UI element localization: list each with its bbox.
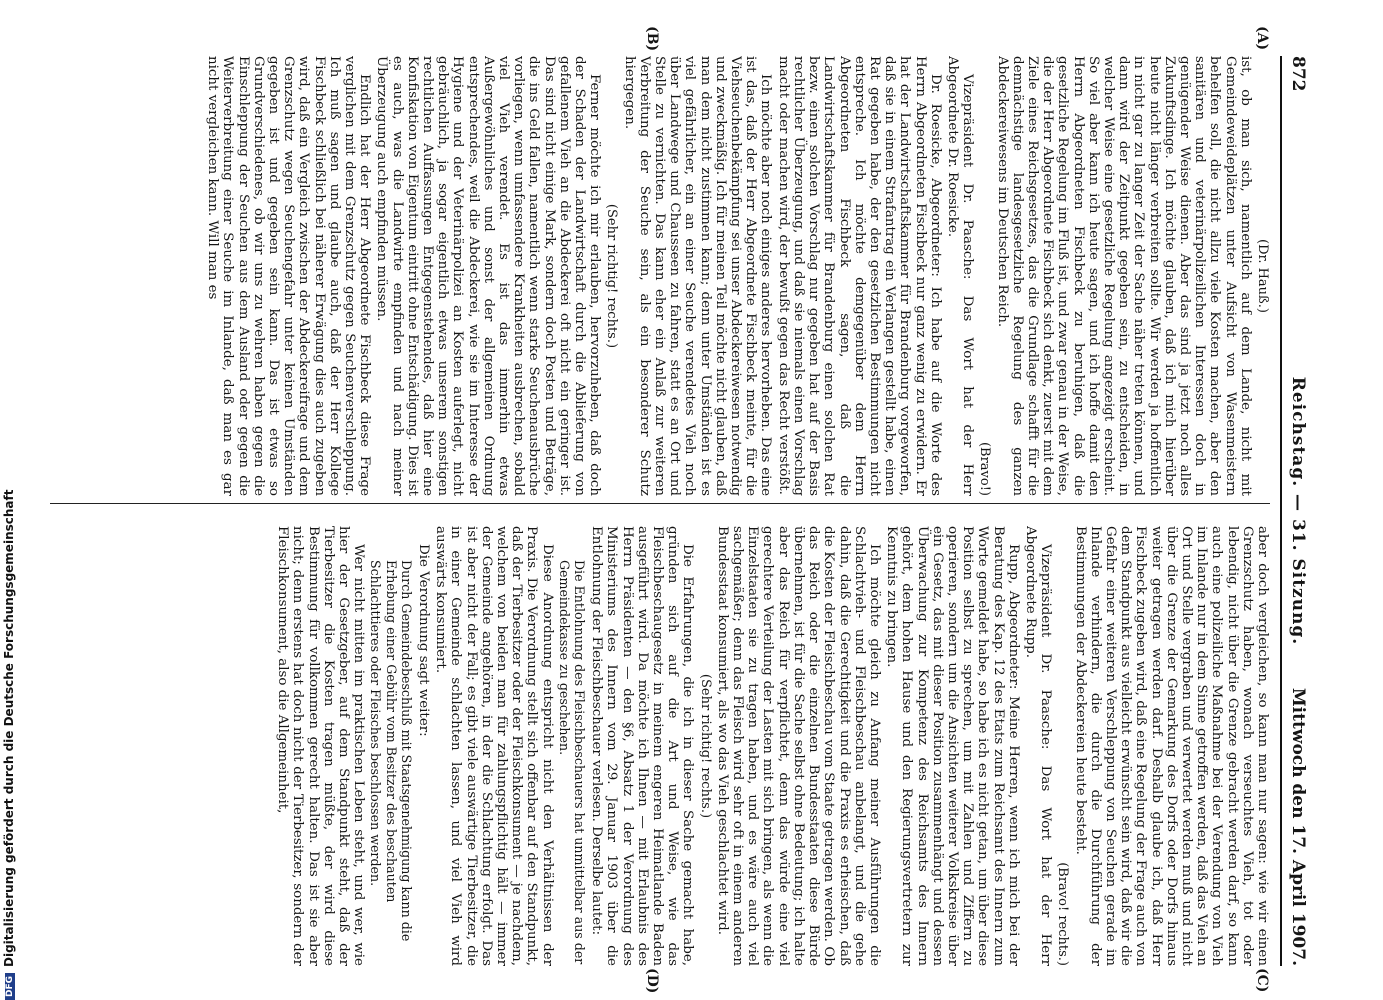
header-title: Reichstag. — 31. Sitzung. [1288,376,1308,646]
right-column [50,526,1270,966]
page-header [1280,56,1310,966]
interjection: (Sehr richtig! rechts.) [697,673,713,819]
paragraph: Die Erfahrungen, die ich in dieser Sache gemacht habe, gründen sich auf die Art und Weise, wie das Fleischbeschaugesetz in meinem engeren Heimatlande Baden ausgeführt wird. Da möchte ich Ihnen — mit Erlaubnis des Herrn Präsidenten — den §6, Absatz 1 der Verordnung des Ministeriums des Innern vom 29. Januar 1903 über die Entlohnung der Fleischbeschauer verlesen. Derselbe lautet: [589,526,696,966]
paragraph: Wer nicht mitten im praktischen Leben steht, und wer, wie hier der Gesetzgeber, auf dem Standpunkt steht, daß der Tierbesitzer die Kosten tragen müßte, der wird diese Bestimmung für vollkommen gerecht halten. Das ist sie aber nicht; denn erstens hat doch nicht der Tierbesitzer, sondern der Fleischkonsument, also die Allgemeinheit, [275,526,367,966]
paragraph: Ich möchte gleich zu Anfang meiner Ausführungen die Schlachtvieh- und Fleischbeschau anbelangt, und die gehe dahin, daß die Gerechtigkeit und die Praxis es erheischen, daß die Kosten der Fleischbeschau vom Staate getragen werden. Ob das Reich oder die einzelnen Bundesstaaten diese Bürde übernehmen, ist für die Sache selbst ohne Bedeutung; ich halte aber das Reich für verpflichtet, denn das würde eine viel gerechtere Verteilung der Lasten mit sich bringen, als wenn die Einzelstaaten sie zu tragen haben, und es wäre auch viel sachgemäßer; denn das Fleisch wird sehr oft in einem anderen Bundesstaat konsumiert, als wo das Vieh geschlachtet wird. [714,526,882,966]
newspaper-page [40,26,1310,994]
margin-mark-a: (A) [1254,26,1270,51]
speaker-paragraph: Vizepräsident Dr. Paasche: Das Wort hat der Herr Abgeordnete Rupp. [1022,526,1054,966]
margin-mark-c: (C) [1254,968,1270,993]
margin-mark-d: (D) [644,968,660,994]
paragraph: aber doch vergleichen, so kann man nur sagen: wie wir einen Grenzschutz haben, wonach verseuchtes Vieh, tot oder lebendig, nicht über die Grenze gebracht werden darf, so kann auch eine polizeiliche Maßnahme bei der Verendung von Vieh im Inlande nur in dem Sinne getroffen werden, daß das Vieh an Ort und Stelle vergraben und verwertet werden muß und nicht über die Grenze der Gemarkung des Dorfs oder Dorfs hinaus weiter getragen werden darf. Deshalb glaube ich, daß Herr Fischbeck zugeben wird, daß eine Regelung der Frage auch von dem Standpunkt aus vielleicht erwünscht sein wird, daß wir die Gefahr einer weiteren Verschleppung von Seuchen gerade im Inlande verhindern, die durch die Durchführung der Bestimmungen der Abdeckereien heute besteht. [1072,526,1270,966]
funding-sidebar [2,0,18,1000]
header-date: Mittwoch den 17. April 1907. [1288,687,1308,966]
speaker-tag: (Dr. Hauß.) [1255,239,1270,313]
paragraph: Ferner möchte ich mir erlauben, hervorzuheben, daß doch der Schaden der Landwirtschaft durch die Ablieferung von gefallenem Vieh an die Abdeckerei oft nicht ein geringer ist. Das sind nicht einige Mark, sondern doch Posten und Beträge, die ins Geld fallen, namentlich wenn starke Seuchenausbrüche vorliegen, wenn umfassendere Krankheiten ausbrechen, sobald viel Vieh verendet. Es ist das immerhin etwas Außergewöhnliches und sonst der allgemeinen Ordnung entsprechendes, weil die Abdeckerei, wie sie im Interesse der Hygiene und der Veterinärpolizei an Kosten auferlegt, nicht gebräuchlich, ja sogar eigentlich etwas unserem sonstigen rechtlichen Auffassungen Entgegenstehendes, daß hier eine Konfiskation von Eigentum eintritt ohne Entschädigung. Dies ist es auch, was die Landwirte empfinden und nach meiner Überzeugung auch empfinden müssen. [374,56,603,496]
quotation: Durch Gemeindebeschluß mit Staatsgenehmigung kann die Erhebung einer Gebühr vom Besitzer des beschauten Schlachttieres oder Fleisches beschlossen werden. [368,560,414,942]
interjection: (Sehr richtig! rechts.) [604,203,620,349]
page-number: 872 [1288,56,1308,92]
paragraph: Endlich hat der Herr Abgeordnete Fischbeck diese Frage verglichen mit dem Grenzschutz gegen Seuchenverschleppung. Ich muß sagen und glaube auch, daß der Herr Kollege Fischbeck schließlich bei näherer Erwägung dies auch zugeben wird, daß ein Vergleich zwischen der Abdeckereifrage und dem Grenzschutz wegen Seuchengefahr unter keinen Umständen gegeben ist und gegeben sein kann. Das ist etwas so Grundverschiedenes, ob wir uns zu wehren haben gegen die Einschleppung der Seuchen aus dem Ausland oder gegen die Weiterverbreitung einer Seuche im Inlande, daß man es gar nicht vergleichen kann. Will man es [205,56,373,496]
paragraph: Rupp, Abgeordneter: Meine Herren, wenn ich mich bei der Beratung des Kap. 12 des Etats zum Reichsamt des Innern zum Worte gemeldet habe, so habe ich es nicht getan, um über diese Position selbst zu sprechen, um mit Zahlen und Ziffern zu operieren, sondern um die Ansichten weiterer Volkskreise über ein Gesetz, das mit dieser Position zusammenhängt und dessen Überwachung zur Kompetenz des Reichsamts des Innern gehört, dem hohen Hause und den Regierungsvertretern zur Kenntnis zu bringen. [884,526,1021,966]
paragraph: ist, ob man sich, namentlich auf dem Lande, nicht mit Gemeindeweideplätzen unter Aufsicht von Wasenmeistern behelfen soll, die nicht allzu viele Kosten machen, aber den sanitären und veterinärpolizeilichen Interessen doch in genügender Weise dienen. Aber das sind ja jetzt noch alles Zukunftsdinge. Ich möchte glauben, daß ich mich hierüber heute nicht länger verbreiten sollte. Wir werden ja hoffentlich in nicht gar zu langer Zeit der Sache näher treten können, und dann wird der Zeitpunkt gegeben sein, zu entscheiden, in welcher Weise eine gesetzliche Regelung angezeigt erscheint. So viel aber kann ich heute sagen, und ich hoffe damit den Herrn Abgeordneten Fischbeck zu beruhigen, daß die gesetzliche Regelung im Fluß ist, und zwar genau in der Weise, die der Herr Abgeordnete Fischbeck sich denkt, zuerst mit dem Ziele eines Reichsgesetzes, das die Grundlage schafft für die demnächstige landesgesetzliche Regelung des ganzen Abdeckereiwesens im Deutschen Reich. [994,56,1253,496]
paragraph: Diese Anordnung entspricht nicht den Verhältnissen der Praxis. Die Verordnung stellt sich offenbar auf den Standpunkt, daß der Tierbesitzer oder der Fleischkonsument — je nachdem, welchem von beiden man für zahlungspflichtig hält — immer der Gemeinde angehören, in der die Schlachtung erfolgt. Das ist aber nicht der Fall; es gibt viele auswärtige Tierbesitzer, die in einer Gemeinde schlachten lassen, und viel Vieh wird auswärts konsumiert. [433,526,555,966]
header-rule [1280,56,1282,966]
speaker-paragraph: Vizepräsident Dr. Paasche: Das Wort hat der Herr Abgeordnete Dr. Roesicke. [944,56,976,496]
margin-mark-b: (B) [644,26,660,52]
paragraph: Ich möchte aber noch einiges anderes hervorheben. Das eine ist das, daß der Herr Abgeordnete Fischbeck meinte, für die Viehseuchenbekämpfung sei unser Abdeckereiwesen notwendig und zweckmäßig. Ich für meinen Teil möchte nicht glauben, daß man dem nicht zustimmen kann; denn unter Umständen ist es viel gefährlicher, ein an einer Seuche verendetes Vieh noch über Landwege und Chausseen zu fahren, statt es an Ort und Stelle zu vernichten. Das kann eher ein Anlaß zur weiteren Verbreitung der Seuche sein, als ein besonderer Schutz hiergegen. [621,56,774,496]
interjection: (Bravo!) [977,441,993,496]
left-column [50,56,1270,496]
paragraph: Dr. Roesicke, Abgeordneter: Ich habe auf die Worte des Herrn Abgeordneten Fischbeck nur ganz wenig zu erwidern. Er hat der Landwirtschaftskammer für Brandenburg vorgeworfen, daß sie in einem Strafantrag ein Verlangen gestellt habe, einen Rat gegeben habe, der den gesetzlichen Bestimmungen nicht entspreche. Ich möchte demgegenüber dem Herrn Abgeordneten Fischbeck sagen, daß die Landwirtschaftskammer für Brandenburg einen solchen Rat bezw. einen solchen Vorschlag nur gegeben hat auf der Basis rechtlicher Überzeugung, und daß sie niemals einen Vorschlag macht oder machen wird, der bewußt gegen das Recht verstößt. [775,56,943,496]
dfg-logo: DFG [5,973,15,1000]
interjection: (Bravo! rechts.) [1055,862,1071,966]
column-divider [50,503,1270,504]
funding-note: Digitalisierung gefördert durch die Deutsche Forschungsgemeinschaft [2,489,16,967]
paragraph: Die Verordnung sagt weiter: [416,544,432,737]
quotation: Die Entlohnung des Fleischbeschauers hat unmittelbar aus der Gemeindekasse zu geschehen. [556,560,588,965]
